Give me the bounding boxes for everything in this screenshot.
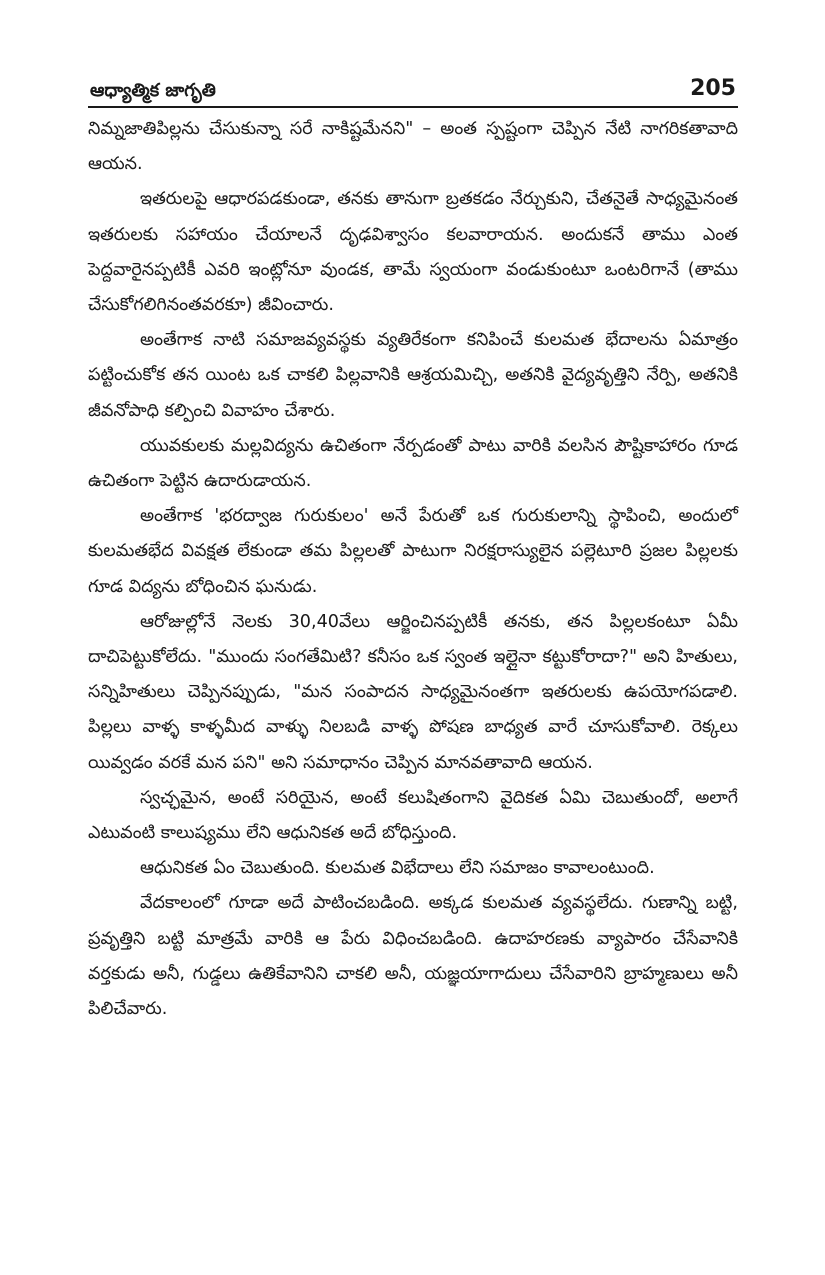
page-header — [88, 70, 738, 108]
body-text — [88, 112, 738, 1027]
running-title: ఆధ్యాత్మిక జాగృతి — [90, 80, 216, 101]
paragraph: అంతేగాక నాటి సమాజవ్యవస్థకు వ్యతిరేకంగా కనిపించే కులమత భేదాలను ఏమాత్రం పట్టించుకోక తన యింట ఒక చాకలి పిల్లవానికి ఆశ్రయమిచ్చి, అతనికి వైద్యవృత్తిని నేర్పి, అతనికి జీవనోపాధి కల్పించి వివాహం చేశారు. — [88, 330, 738, 421]
paragraph: ఇతరులపై ఆధారపడకుండా, తనకు తానుగా బ్రతకడం నేర్చుకుని, చేతనైతే సాధ్యమైనంత ఇతరులకు సహాయం చేయాలనే దృఢవిశ్వాసం కలవారాయన. అందుకనే తాము ఎంత పెద్దవారైనప్పటికీ ఎవరి ఇంట్లోనూ వుండక, తామే స్వయంగా వండుకుంటూ ఒంటరిగానే (తాము చేసుకోగలిగినంతవరకూ) జీవించారు. — [88, 189, 738, 316]
paragraph: ఆధునికత ఏం చెబుతుంది. కులమత విభేదాలు లేని సమాజం కావాలంటుంది. — [140, 858, 655, 879]
paragraph: వేదకాలంలో గూడా అదే పాటించబడింది. అక్కడ కులమత వ్యవస్థలేదు. గుణాన్ని బట్టి, ప్రవృత్తిని బట్టి మాత్రమే వారికి ఆ పేరు విధించబడింది. ఉదాహరణకు వ్యాపారం చేసేవానికి వర్తకుడు అనీ, గుడ్డలు ఉతికేవానిని చాకలి అనీ, యజ్ఞయాగాదులు చేసేవారిని బ్రాహ్మణులు అనీ పిలిచేవారు. — [88, 893, 738, 1020]
paragraph: ఆరోజుల్లోనే నెలకు 30,40వేలు ఆర్జించినప్పటికీ తనకు, తన పిల్లలకంటూ ఏమీ దాచిపెట్టుకోలేదు. "ముందు సంగతేమిటి? కనీసం ఒక స్వంత ఇల్లైనా కట్టుకోరాదా?" అని హితులు, సన్నిహితులు చెప్పినప్పుడు, "మన సంపాదన సాధ్యమైనంతగా ఇతరులకు ఉపయోగపడాలి. పిల్లలు వాళ్ళ కాళ్ళమీద వాళ్ళు నిలబడి వాళ్ళ పోషణ బాధ్యత వారే చూసుకోవాలి. రెక్కలు యివ్వడం వరకే మన పని" అని సమాధానం చెప్పిన మానవతావాది ఆయన. — [88, 611, 738, 773]
paragraph: యువకులకు మల్లవిద్యను ఉచితంగా నేర్పడంతో పాటు వారికి వలసిన పౌష్టికాహారం గూడ ఉచితంగా పెట్టిన ఉదారుడాయన. — [88, 435, 738, 492]
paragraph: నిమ్నజాతిపిల్లను చేసుకున్నా సరే నాకిష్టమేనని" – అంత స్పష్టంగా చెప్పిన నేటి నాగరికతావాది ఆయన. — [88, 119, 738, 175]
book-page — [88, 70, 738, 1220]
paragraph: స్వచ్ఛమైన, అంటే సరియైన, అంటే కలుషితంగాని వైదికత ఏమి చెబుతుందో, అలాగే ఎటువంటి కాలుష్యము లేని ఆధునికత అదే బోధిస్తుంది. — [88, 787, 738, 844]
paragraph: అంతేగాక 'భరద్వాజ గురుకులం' అనే పేరుతో ఒక గురుకులాన్ని స్థాపించి, అందులో కులమతభేద వివక్షత లేకుండా తమ పిల్లలతో పాటుగా నిరక్షరాస్యులైన పల్లెటూరి ప్రజల పిల్లలకు గూడ విద్యను బోధించిన ఘనుడు. — [88, 506, 738, 597]
page-number: 205 — [690, 76, 736, 101]
